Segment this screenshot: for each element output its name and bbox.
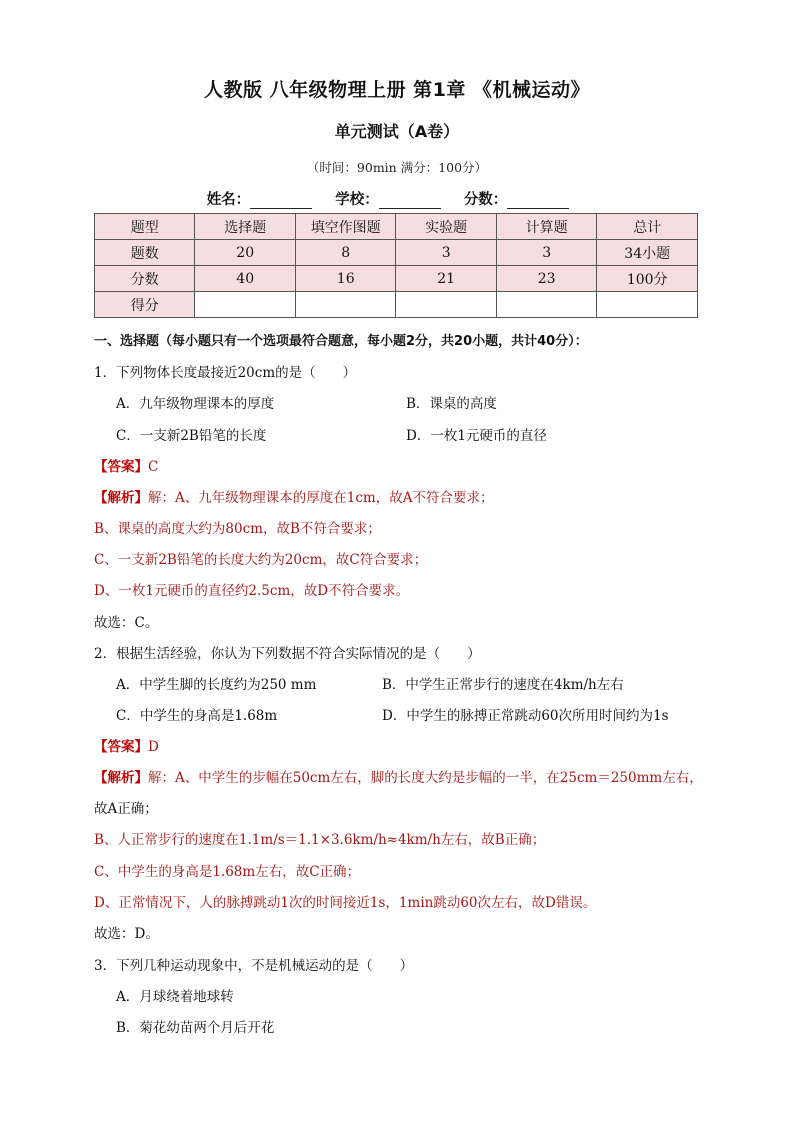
question-2-conclusion: 故选：D。: [94, 926, 159, 942]
table-cell: 计算题: [496, 214, 596, 240]
school-blank[interactable]: [379, 194, 441, 209]
table-row: [95, 266, 698, 292]
score-label: 分数：: [463, 192, 508, 208]
question-1-stem: 1．下列物体长度最接近20cm的是（ ）: [94, 365, 357, 381]
question-2-analysis-line: D、正常情况下，人的脉搏跳动1次的时间接近1s，1min跳动60次左右，故D错误。: [94, 895, 597, 911]
question-1-analysis-line: D、一枚1元硬币的直径约2.5cm，故D不符合要求。: [94, 583, 410, 599]
table-row: [95, 292, 698, 318]
question-1-option-a: A．九年级物理课本的厚度: [116, 396, 275, 412]
table-cell: 21: [396, 266, 496, 292]
question-1-option-b: B．课桌的高度: [406, 396, 497, 412]
question-1-option-c: C．一支新2B铅笔的长度: [116, 428, 267, 444]
name-blank[interactable]: [250, 194, 312, 209]
score-entry-cell[interactable]: [597, 292, 698, 318]
question-3-option-b: B．菊花幼苗两个月后开花: [116, 1020, 275, 1036]
analysis-tag: 【解析】: [94, 490, 148, 506]
question-1-answer: [94, 455, 158, 475]
student-info-line: [0, 188, 794, 209]
question-1-analysis-line: B、课桌的高度大约为80cm，故B不符合要求；: [94, 521, 381, 537]
question-2-option-b: B．中学生正常步行的速度在4km/h左右: [382, 677, 624, 693]
table-cell: 8: [295, 240, 395, 266]
table-cell: 总计: [597, 214, 698, 240]
table-cell: 题型: [95, 214, 195, 240]
question-2-option-a: A．中学生脚的长度约为250 mm: [116, 677, 317, 693]
question-3-option-a: A．月球绕着地球转: [116, 989, 234, 1005]
score-blank[interactable]: [507, 194, 569, 209]
school-label: 学校：: [335, 192, 379, 208]
question-2-analysis-line: B、人正常步行的速度在1.1m/s＝1.1×3.6km/h≈4km/h左右，故B正确；: [94, 832, 546, 848]
table-row: [95, 240, 698, 266]
question-2-option-c: C．中学生的身高是1.68m: [116, 708, 278, 724]
table-cell: 实验题: [396, 214, 496, 240]
table-cell: 选择题: [195, 214, 295, 240]
question-3-stem: 3．下列几种运动现象中，不是机械运动的是（ ）: [94, 958, 414, 974]
score-entry-cell[interactable]: [295, 292, 395, 318]
score-entry-cell[interactable]: [396, 292, 496, 318]
question-2-stem: 2．根据生活经验，你认为下列数据不符合实际情况的是（ ）: [94, 646, 481, 662]
table-cell: 得分: [95, 292, 195, 318]
answer-tag: 【答案】: [94, 459, 148, 475]
exam-meta: （时间：90min 满分：100分）: [306, 160, 488, 175]
table-cell: 16: [295, 266, 395, 292]
question-1-option-d: D．一枚1元硬币的直径: [406, 428, 547, 444]
table-cell: 填空作图题: [295, 214, 395, 240]
table-cell: 题数: [95, 240, 195, 266]
question-1-conclusion: 故选：C。: [94, 615, 159, 631]
page-subtitle: 单元测试（A卷）: [334, 122, 460, 141]
score-entry-cell[interactable]: [496, 292, 596, 318]
analysis-tag: 【解析】: [94, 770, 148, 786]
table-cell: 3: [396, 240, 496, 266]
question-1-analysis-line: C、一支新2B铅笔的长度大约为20cm，故C符合要求；: [94, 552, 428, 568]
table-cell: 100分: [597, 266, 698, 292]
answer-tag: 【答案】: [94, 739, 148, 755]
question-2-answer: [94, 735, 159, 755]
question-2-analysis-line: C、中学生的身高是1.68m左右，故C正确；: [94, 864, 361, 880]
question-1-analysis-line: [94, 486, 493, 506]
name-label: 姓名：: [206, 192, 251, 208]
analysis-text: 解：A、中学生的步幅在50cm左右，脚的长度大约是步幅的一半，在25cm＝250mm左右，: [148, 770, 703, 786]
table-cell: 20: [195, 240, 295, 266]
table-cell: 3: [496, 240, 596, 266]
section-heading: 一、选择题（每小题只有一个选项最符合题意，每小题2分，共20小题，共计40分）：: [94, 334, 588, 349]
score-table: [94, 213, 698, 318]
question-2-option-d: D．中学生的脉搏正常跳动60次所用时间约为1s: [382, 708, 669, 724]
table-row: [95, 214, 698, 240]
question-2-analysis-cont: 故A正确；: [94, 801, 158, 817]
table-cell: 分数: [95, 266, 195, 292]
table-cell: 40: [195, 266, 295, 292]
page-title: 人教版 八年级物理上册 第1章 《机械运动》: [203, 79, 591, 101]
table-cell: 34小题: [597, 240, 698, 266]
question-2-analysis-line: [94, 766, 703, 786]
analysis-text: 解：A、九年级物理课本的厚度在1cm，故A不符合要求；: [148, 490, 494, 506]
answer-value: D: [148, 739, 159, 755]
table-cell: 23: [496, 266, 596, 292]
answer-value: C: [148, 459, 159, 475]
score-entry-cell[interactable]: [195, 292, 295, 318]
